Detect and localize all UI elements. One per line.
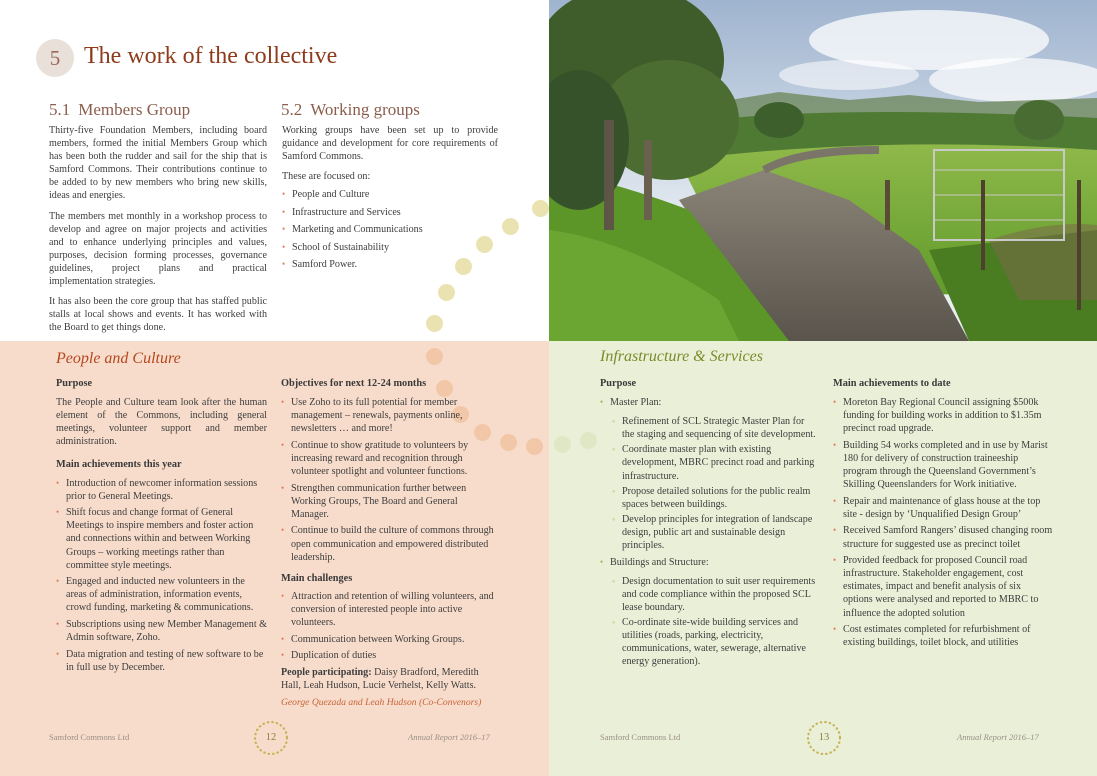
list-item: • Repair and maintenance of glass house at the top site - design by ‘Unqualified Design Group’ bbox=[833, 495, 1053, 521]
infra-purpose-label: Purpose bbox=[600, 378, 637, 389]
list-item: • Communication between Working Groups. bbox=[281, 633, 497, 646]
people-participating-label: People participating: bbox=[281, 666, 372, 678]
infra-master-plan-list bbox=[600, 415, 818, 552]
landscape-photo bbox=[549, 0, 1097, 341]
chapter-number-badge: 5 bbox=[36, 39, 74, 77]
members-group-body bbox=[49, 124, 267, 341]
people-culture-col2 bbox=[281, 377, 497, 716]
members-group-paragraph: Thirty-five Foundation Members, including board members, formed the initial Members Group which has been both the rudder and sail for the ship that is Samford Commons. Their contributions continue to be added to by new members who bring new skills, ideas and energies. bbox=[49, 125, 267, 202]
people-convenors: George Quezada and Leah Hudson (Co-Convenors) bbox=[281, 696, 482, 708]
infra-buildings-list bbox=[600, 575, 818, 669]
footer-right-page-badge bbox=[804, 718, 844, 758]
people-objectives-label: Objectives for next 12-24 months bbox=[281, 378, 427, 389]
infrastructure-heading: Infrastructure & Services bbox=[600, 348, 763, 365]
footer-left-page-number: 12 bbox=[265, 732, 277, 743]
people-participating bbox=[281, 666, 497, 692]
working-groups-number: 5.2 bbox=[281, 100, 303, 119]
infra-achievements-label: Main achievements to date bbox=[833, 378, 951, 389]
members-group-number: 5.1 bbox=[49, 100, 71, 119]
infra-achievements-list bbox=[833, 396, 1053, 649]
footer-left-report: Annual Report 2016–17 bbox=[408, 732, 490, 742]
footer-left-page-badge bbox=[251, 718, 291, 758]
decorative-dot bbox=[532, 200, 549, 217]
list-item: ◦ Co-ordinate site-wide building services and utilities (roads, parking, electricity, communications, water, sewerage, alternative energy generation). bbox=[600, 616, 818, 668]
working-groups-body bbox=[282, 124, 498, 275]
list-item: • People and Culture bbox=[282, 188, 498, 201]
chapter-title: The work of the collective bbox=[84, 43, 338, 69]
list-item: ◦ Develop principles for integration of landscape design, public art and sustainable design principles. bbox=[600, 513, 818, 552]
footer-right-page-number: 13 bbox=[818, 732, 830, 743]
working-groups-heading bbox=[281, 100, 420, 120]
list-item: ◦ Design documentation to suit user requirements and code compliance within the proposed SCL lease boundary. bbox=[600, 575, 818, 614]
list-item: • Engaged and inducted new volunteers in the areas of administration, information events, crowd funding, marketing & communications. bbox=[56, 575, 267, 614]
footer-right-org: Samford Commons Ltd bbox=[600, 732, 681, 742]
members-group-paragraph: The members met monthly in a workshop process to develop and agree on major projects and activities and to enhance underlying principles and values, purposes, decision forming processes, governance guidelines, project plans and practical implementation strategies. bbox=[49, 210, 267, 288]
decorative-dot bbox=[580, 432, 597, 449]
decorative-dot bbox=[502, 218, 519, 235]
people-purpose-label: Purpose bbox=[56, 378, 93, 389]
people-purpose-text: The People and Culture team look after the human element of the Commons, including general meetings, volunteer support and member administration. bbox=[56, 397, 267, 448]
list-item: • Continue to show gratitude to volunteers by increasing reward and recognition through volunteer spotlight and volunteer functions. bbox=[281, 439, 497, 478]
list-item: • Provided feedback for proposed Council road infrastructure. Stakeholder engagement, cost estimates, impact and benefit analysis of six options were analysed and reported to MBRC to influence the adopted solution bbox=[833, 554, 1053, 619]
decorative-dot bbox=[455, 258, 472, 275]
list-item: • Moreton Bay Regional Council assigning $500k funding for building works in addition to $1.35m precinct road upgrade. bbox=[833, 396, 1053, 435]
people-culture-col1 bbox=[56, 377, 267, 677]
decorative-dot bbox=[438, 284, 455, 301]
list-item: • Infrastructure and Services bbox=[282, 206, 498, 219]
working-groups-focus-label: These are focused on: bbox=[282, 171, 371, 183]
members-group-title: Members Group bbox=[78, 100, 191, 119]
infrastructure-col1 bbox=[600, 377, 818, 672]
list-item: • Data migration and testing of new software to be in full use by December. bbox=[56, 648, 267, 674]
people-culture-heading: People and Culture bbox=[56, 350, 181, 367]
footer-left-org: Samford Commons Ltd bbox=[49, 732, 130, 742]
list-item: • Introduction of newcomer information sessions prior to General Meetings. bbox=[56, 477, 267, 503]
infra-purpose-list bbox=[600, 396, 818, 668]
list-item: • Marketing and Communications bbox=[282, 223, 498, 236]
list-item: • Strengthen communication further between Working Groups, The Board and General Manager. bbox=[281, 482, 497, 521]
working-groups-title: Working groups bbox=[310, 100, 420, 119]
list-item: ◦ Propose detailed solutions for the public realm spaces between buildings. bbox=[600, 485, 818, 511]
decorative-dot bbox=[554, 436, 571, 453]
list-item: ◦ Coordinate master plan with existing development, MBRC precinct road and parking infrastructure. bbox=[600, 443, 818, 482]
list-item: • Subscriptions using new Member Management & Admin software, Zoho. bbox=[56, 618, 267, 644]
people-challenges-list bbox=[281, 590, 497, 662]
list-item: • Attraction and retention of willing volunteers, and conversion of interested people into active volunteers. bbox=[281, 590, 497, 629]
footer-right-report: Annual Report 2016–17 bbox=[957, 732, 1039, 742]
list-item: • Building 54 works completed and in use by Marist 180 for delivery of construction traineeship program through the Queensland Government’s Skilling Queenslanders for Work initiative. bbox=[833, 439, 1053, 491]
members-group-heading bbox=[49, 100, 190, 120]
decorative-dot bbox=[526, 438, 543, 455]
list-item: • Continue to build the culture of commons through open communication and empowered distributed leadership. bbox=[281, 524, 497, 563]
list-item: • Use Zoho to its full potential for member management – renewals, payments online, newsletters … and more! bbox=[281, 396, 497, 435]
working-groups-intro: Working groups have been set up to provide guidance and development for core requirements of Samford Commons. bbox=[282, 125, 498, 163]
list-item: • Shift focus and change format of General Meetings to inspire members and foster action and connections within and between Working Groups – working meetings rather than committee style meetings. bbox=[56, 506, 267, 571]
list-item: • Duplication of duties bbox=[281, 649, 497, 662]
list-item: • Samford Power. bbox=[282, 258, 498, 271]
people-achievements-label: Main achievements this year bbox=[56, 459, 182, 471]
infra-buildings-label: Buildings and Structure: bbox=[610, 556, 709, 568]
decorative-dot bbox=[476, 236, 493, 253]
list-item: • Received Samford Rangers’ disused changing room structure for suggested use as precinct toilet bbox=[833, 524, 1053, 550]
decorative-dot bbox=[500, 434, 517, 451]
list-item bbox=[600, 396, 818, 552]
decorative-dot bbox=[426, 348, 443, 365]
list-item bbox=[600, 556, 818, 669]
people-participating-names: Daisy Bradford, Meredith Hall, Leah Hudson, Lucie Verhelst, Kelly Watts. bbox=[281, 666, 479, 691]
decorative-dot bbox=[426, 315, 443, 332]
people-objectives-list bbox=[281, 396, 497, 564]
people-challenges-label: Main challenges bbox=[281, 572, 353, 584]
infra-master-plan-label: Master Plan: bbox=[610, 397, 662, 409]
people-achievements-list bbox=[56, 477, 267, 674]
list-item: ◦ Refinement of SCL Strategic Master Plan for the staging and sequencing of site development. bbox=[600, 415, 818, 441]
list-item: • Cost estimates completed for refurbishment of existing buildings, toilet block, and utilities bbox=[833, 623, 1053, 649]
list-item: • School of Sustainability bbox=[282, 241, 498, 254]
infrastructure-col2 bbox=[833, 377, 1053, 653]
members-group-paragraph: It has also been the core group that has staffed public stalls at local shows and events. It has worked with the Board to get things done. bbox=[49, 296, 267, 334]
